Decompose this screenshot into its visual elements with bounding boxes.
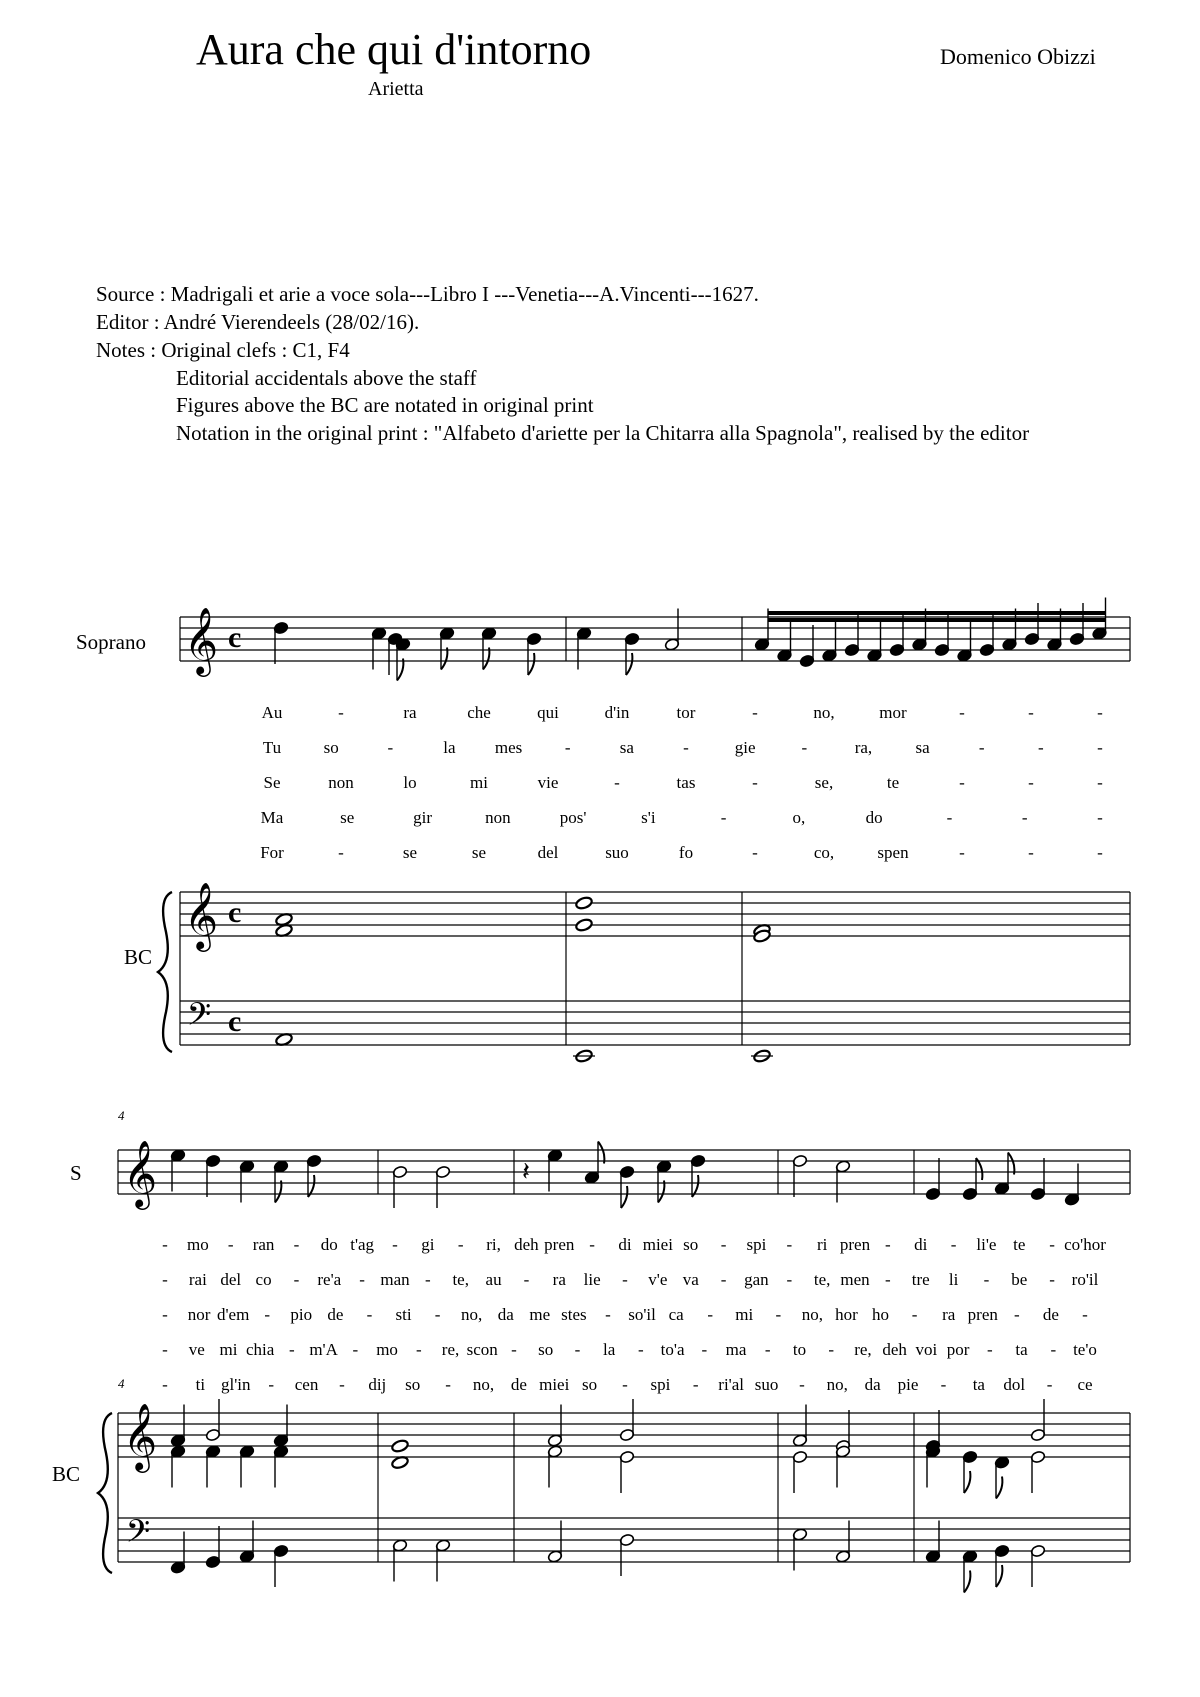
lyric-syllable: so'il	[628, 1305, 656, 1324]
bc-label: BC	[124, 945, 153, 969]
lyric-syllable: -	[622, 1375, 628, 1394]
lyric-syllable: d'in	[604, 703, 630, 722]
lyric-syllable: men	[840, 1270, 870, 1289]
time-signature: c	[228, 1005, 242, 1038]
lyric-syllable: -	[638, 1340, 644, 1359]
lyric-syllable: -	[338, 703, 344, 722]
lyric-syllable: m'A	[309, 1340, 338, 1359]
lyric-syllable: scon	[466, 1340, 498, 1359]
soprano-label: Soprano	[76, 630, 146, 654]
measure-number: 4	[118, 1376, 125, 1391]
time-signature: c	[228, 896, 242, 929]
source-line: Source : Madrigali et arie a voce sola---Libro I ---Venetia---A.Vincenti---1627.	[96, 282, 759, 306]
lyric-syllable: co'hor	[1064, 1235, 1106, 1254]
lyric-syllable: miei	[642, 1235, 673, 1254]
lyric-syllable: -	[338, 843, 344, 862]
lyric-syllable: -	[752, 843, 758, 862]
lyric-syllable: -	[622, 1270, 628, 1289]
lyric-syllable: -	[764, 1340, 771, 1359]
lyric-syllable: -	[162, 1270, 168, 1289]
lyric-syllable: se	[402, 843, 418, 862]
lyric-syllable: -	[1097, 843, 1103, 862]
lyric-syllable: -	[801, 738, 808, 757]
lyric-syllable: gir	[413, 808, 432, 827]
lyric-syllable: v'e	[648, 1270, 668, 1289]
lyric-syllable: del	[220, 1270, 242, 1289]
lyric-syllable: no,	[472, 1375, 495, 1394]
lyric-syllable: -	[387, 738, 394, 757]
lyric-syllable: ri	[816, 1235, 828, 1254]
lyric-syllable: mes	[494, 738, 523, 757]
lyric-syllable: deh	[882, 1340, 907, 1359]
lyric-syllable: -	[940, 1375, 947, 1394]
note-flag	[1008, 1153, 1014, 1175]
lyric-syllable: de	[510, 1375, 527, 1394]
lyric-syllable: -	[293, 1235, 300, 1254]
lyric-syllable: cen	[294, 1375, 319, 1394]
lyric-syllable: ra	[552, 1270, 566, 1289]
lyric-syllable: stes	[561, 1305, 587, 1324]
lyric-syllable: -	[1049, 1235, 1055, 1254]
lyric-syllable: tas	[676, 773, 696, 792]
lyric-syllable: -	[786, 1235, 793, 1254]
lyric-syllable: fo	[678, 843, 694, 862]
lyric-syllable: spen	[877, 843, 909, 862]
lyric-syllable: -	[986, 1340, 993, 1359]
note-flag	[483, 648, 489, 670]
lyric-syllable: re'a	[317, 1270, 342, 1289]
lyric-syllable: se	[340, 808, 355, 827]
lyric-syllable: pie	[897, 1375, 919, 1394]
lyric-syllable: -	[978, 738, 985, 757]
lyric-syllable: ta	[972, 1375, 985, 1394]
lyric-syllable: -	[1028, 773, 1034, 792]
lyric-syllable: -	[574, 1340, 581, 1359]
lyric-syllable: te	[886, 773, 900, 792]
lyric-syllable: -	[775, 1305, 782, 1324]
lyric-syllable: da	[864, 1375, 881, 1394]
lyric-syllable: -	[511, 1340, 517, 1359]
lyric-syllable: gie	[734, 738, 756, 757]
lyric-syllable: del	[537, 843, 559, 862]
lyric-syllable: -	[752, 773, 758, 792]
lyric-syllable: Au	[261, 703, 283, 722]
note-flag	[658, 1181, 664, 1203]
lyric-syllable: re,	[854, 1340, 872, 1359]
whole-note	[575, 896, 593, 910]
lyric-syllable: -	[720, 808, 727, 827]
lyric-syllable: mo	[186, 1235, 209, 1254]
lyric-syllable: vie	[537, 773, 559, 792]
lyric-syllable: ce	[1077, 1375, 1093, 1394]
lyric-syllable: li'e	[976, 1235, 997, 1254]
notes-line: Notes : Original clefs : C1, F4	[96, 338, 350, 362]
lyric-syllable: te,	[813, 1270, 831, 1289]
lyric-syllable: tor	[676, 703, 696, 722]
lyric-syllable: pren	[967, 1305, 998, 1324]
lyric-syllable: o,	[792, 808, 806, 827]
lyric-syllable: che	[467, 703, 491, 722]
lyric-syllable: mo	[376, 1340, 398, 1359]
note-figures: Figures above the BC are notated in original print	[176, 393, 594, 417]
piece-title: Aura che qui d'intorno	[196, 25, 592, 74]
lyric-syllable: be	[1011, 1270, 1028, 1289]
note-flag	[626, 653, 632, 675]
lyric-syllable: non	[328, 773, 354, 792]
treble-clef-icon: 𝄞	[183, 606, 219, 674]
lyric-syllable: suo	[754, 1375, 779, 1394]
lyric-syllable: de	[327, 1305, 344, 1324]
lyric-syllable: dij	[368, 1375, 387, 1394]
lyric-syllable: co	[255, 1270, 272, 1289]
note-flag	[996, 1565, 1002, 1587]
lyric-syllable: man	[380, 1270, 410, 1289]
lyric-syllable: -	[959, 703, 965, 722]
lyric-syllable: t'ag	[350, 1235, 375, 1254]
lyric-syllable: co,	[813, 843, 835, 862]
note-flag	[598, 1142, 604, 1164]
lyric-syllable: se	[471, 843, 487, 862]
note-flag	[964, 1571, 970, 1593]
lyric-syllable: -	[227, 1235, 234, 1254]
quarter-rest-icon: 𝄽	[522, 1157, 530, 1187]
lyric-syllable: ra	[942, 1305, 956, 1324]
lyric-syllable: -	[162, 1340, 168, 1359]
lyric-syllable: gi	[421, 1235, 435, 1254]
lyric-syllable: d'em	[216, 1305, 250, 1324]
lyric-syllable: -	[720, 1235, 727, 1254]
time-signature: c	[228, 621, 242, 654]
lyric-syllable: re,	[441, 1340, 460, 1359]
lyric-syllable: mor	[879, 703, 907, 722]
lyric-syllable: pio	[290, 1305, 313, 1324]
note-flag	[441, 648, 447, 670]
lyric-syllable: me	[529, 1305, 551, 1324]
composer-name: Domenico Obizzi	[940, 44, 1096, 69]
lyric-syllable: -	[289, 1340, 295, 1359]
lyric-syllable: no,	[801, 1305, 824, 1324]
lyric-syllable: -	[415, 1340, 422, 1359]
lyric-syllable: -	[1097, 738, 1103, 757]
lyric-syllable: do	[320, 1235, 338, 1254]
lyric-syllable: da	[497, 1305, 514, 1324]
lyric-syllable: sti	[395, 1305, 412, 1324]
lyric-syllable: -	[366, 1305, 373, 1324]
lyric-syllable: ri'al	[718, 1375, 745, 1394]
lyric-syllable: tre	[911, 1270, 930, 1289]
lyric-syllable: -	[1038, 738, 1044, 757]
lyric-syllable: no,	[826, 1375, 848, 1394]
lyric-syllable: nor	[187, 1305, 211, 1324]
lyric-syllable: -	[1021, 808, 1028, 827]
lyric-syllable: mi	[735, 1305, 754, 1324]
lyric-syllable: For	[260, 843, 284, 862]
note-flag	[996, 1477, 1002, 1499]
lyric-syllable: so	[582, 1375, 598, 1394]
lyric-syllable: di	[914, 1235, 928, 1254]
lyric-syllable: spi	[650, 1375, 671, 1394]
treble-clef-icon: 𝄞	[183, 881, 219, 949]
lyric-syllable: -	[1028, 843, 1034, 862]
lyric-syllable: -	[264, 1305, 271, 1324]
lyric-syllable: -	[605, 1305, 611, 1324]
lyric-syllable: mi	[470, 773, 488, 792]
lyric-syllable: ro'il	[1071, 1270, 1099, 1289]
note-flag	[275, 1181, 281, 1203]
lyric-syllable: dol	[1003, 1375, 1026, 1394]
lyric-syllable: ra	[403, 703, 417, 722]
lyric-syllable: te'o	[1073, 1340, 1097, 1359]
lyric-syllable: -	[359, 1270, 365, 1289]
whole-note	[391, 1439, 409, 1453]
lyric-syllable: -	[1097, 808, 1103, 827]
lyric-syllable: -	[457, 1235, 464, 1254]
lyric-syllable: -	[720, 1270, 727, 1289]
editor-line: Editor : André Vierendeels (28/02/16).	[96, 310, 420, 334]
lyric-syllable: -	[162, 1375, 168, 1394]
soprano-label-short: S	[70, 1161, 82, 1185]
lyric-syllable: spi	[746, 1235, 767, 1254]
treble-clef-icon: 𝄞	[122, 1402, 158, 1470]
treble-clef-icon: 𝄞	[122, 1139, 158, 1207]
note-flag	[964, 1471, 970, 1493]
note-notation: Notation in the original print : "Alfabeto d'ariette per la Chitarra alla Spagnola", realised by the editor	[176, 421, 1030, 445]
lyric-syllable: qui	[537, 703, 559, 722]
lyric-syllable: -	[950, 1235, 957, 1254]
bass-clef-icon: 𝄢	[186, 996, 212, 1040]
lyric-syllable: -	[564, 738, 571, 757]
lyric-syllable: so	[538, 1340, 554, 1359]
lyric-syllable: Tu	[262, 738, 282, 757]
lyric-syllable: -	[1097, 773, 1103, 792]
lyric-syllable: ran	[252, 1235, 275, 1254]
lyric-syllable: -	[1082, 1305, 1088, 1324]
bc-label: BC	[52, 1462, 81, 1486]
lyric-syllable: pren	[544, 1235, 575, 1254]
lyric-syllable: -	[911, 1305, 918, 1324]
lyric-syllable: no,	[813, 703, 835, 722]
lyric-syllable: deh	[514, 1235, 539, 1254]
lyric-syllable: ma	[725, 1340, 747, 1359]
whole-note	[575, 918, 593, 932]
lyric-syllable: -	[707, 1305, 714, 1324]
lyric-syllable: te	[1013, 1235, 1026, 1254]
lyric-syllable: hor	[835, 1305, 858, 1324]
lyric-syllable: -	[752, 703, 758, 722]
lyric-syllable: -	[828, 1340, 835, 1359]
lyric-syllable: mi	[219, 1340, 238, 1359]
lyric-syllable: -	[425, 1270, 431, 1289]
lyric-syllable: li	[948, 1270, 959, 1289]
lyric-syllable: so	[405, 1375, 421, 1394]
lyric-syllable: to'a	[660, 1340, 685, 1359]
lyric-syllable: pos'	[559, 808, 587, 827]
lyric-syllable: gl'in	[221, 1375, 251, 1394]
lyric-syllable: di	[618, 1235, 632, 1254]
lyric-syllable: -	[959, 773, 965, 792]
lyric-syllable: sa	[915, 738, 930, 757]
lyric-syllable: ca	[668, 1305, 684, 1324]
lyric-syllable: -	[885, 1270, 891, 1289]
bass-clef-icon: 𝄢	[125, 1513, 151, 1557]
lyric-syllable: se,	[814, 773, 834, 792]
piece-subtitle: Arietta	[368, 78, 424, 100]
lyric-syllable: ti	[195, 1375, 206, 1394]
lyric-syllable: -	[1046, 1375, 1053, 1394]
lyric-syllable: no,	[461, 1305, 483, 1324]
lyric-syllable: rai	[188, 1270, 207, 1289]
note-flag	[528, 653, 534, 675]
lyric-syllable: Se	[263, 773, 281, 792]
lyric-syllable: -	[339, 1375, 345, 1394]
lyric-syllable: ho	[872, 1305, 890, 1324]
lyric-syllable: pren	[839, 1235, 871, 1254]
lyric-syllable: ve	[188, 1340, 205, 1359]
lyric-syllable: la	[443, 738, 456, 757]
lyric-syllable: -	[352, 1340, 359, 1359]
lyric-syllable: -	[268, 1375, 274, 1394]
lyric-syllable: por	[946, 1340, 970, 1359]
note-flag	[621, 1186, 627, 1208]
lyric-syllable: -	[799, 1375, 805, 1394]
lyric-syllable: -	[445, 1375, 451, 1394]
lyric-syllable: suo	[605, 843, 629, 862]
staff-brace	[98, 1413, 112, 1573]
lyric-syllable: so	[683, 1235, 699, 1254]
lyric-syllable: -	[692, 1375, 699, 1394]
lyric-syllable: non	[485, 808, 511, 827]
lyric-syllable: de	[1042, 1305, 1059, 1324]
lyric-syllable: -	[959, 843, 965, 862]
staff-brace	[158, 892, 172, 1052]
lyric-syllable: -	[701, 1340, 708, 1359]
lyric-syllable: -	[523, 1270, 530, 1289]
lyric-syllable: -	[162, 1305, 168, 1324]
lyric-syllable: ra,	[854, 738, 873, 757]
lyric-syllable: -	[162, 1235, 168, 1254]
lyric-syllable: do	[865, 808, 883, 827]
lyric-syllable: to	[792, 1340, 807, 1359]
measure-number: 4	[118, 1108, 125, 1123]
lyric-syllable: -	[946, 808, 953, 827]
lyric-syllable: la	[602, 1340, 616, 1359]
lyric-syllable: chia	[246, 1340, 275, 1359]
lyric-syllable: -	[392, 1235, 398, 1254]
note-flag	[397, 659, 403, 681]
lyric-syllable: so	[323, 738, 339, 757]
lyric-syllable: te,	[452, 1270, 469, 1289]
lyric-syllable: -	[614, 773, 620, 792]
lyric-syllable: -	[1014, 1305, 1020, 1324]
lyric-syllable: lo	[403, 773, 417, 792]
lyric-syllable: -	[885, 1235, 891, 1254]
lyric-syllable: au	[485, 1270, 502, 1289]
lyric-syllable: ri,	[486, 1235, 501, 1254]
lyric-syllable: -	[1049, 1270, 1055, 1289]
lyric-syllable: voi	[915, 1340, 938, 1359]
lyric-syllable: s'i	[641, 808, 656, 827]
lyric-syllable: -	[589, 1235, 595, 1254]
lyric-syllable: gan	[744, 1270, 769, 1289]
lyric-syllable: va	[682, 1270, 699, 1289]
lyric-syllable: -	[1097, 703, 1103, 722]
lyric-syllable: Ma	[260, 808, 284, 827]
lyric-syllable: -	[683, 738, 689, 757]
lyric-syllable: ta	[1015, 1340, 1028, 1359]
lyric-syllable: -	[786, 1270, 793, 1289]
lyric-syllable: -	[1028, 703, 1034, 722]
lyric-syllable: lie	[583, 1270, 601, 1289]
lyric-syllable: -	[293, 1270, 300, 1289]
lyric-syllable: miei	[539, 1375, 570, 1394]
lyric-syllable: sa	[619, 738, 634, 757]
lyric-syllable: -	[983, 1270, 990, 1289]
note-accidentals: Editorial accidentals above the staff	[176, 366, 477, 390]
lyric-syllable: -	[1050, 1340, 1057, 1359]
lyric-syllable: -	[434, 1305, 441, 1324]
